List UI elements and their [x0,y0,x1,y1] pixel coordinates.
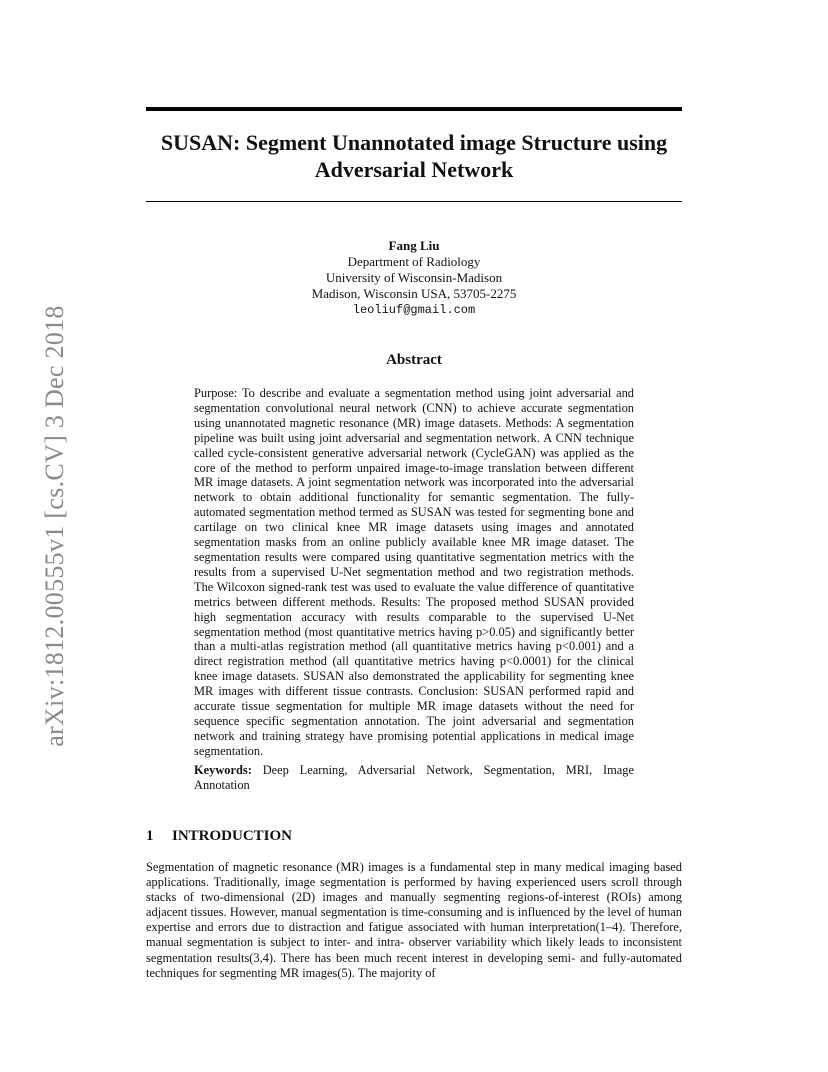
section-title: INTRODUCTION [172,828,293,844]
keywords-list: Deep Learning, Adversarial Network, Segmentation, MRI, Image Annotation [194,762,634,792]
introduction-paragraph: Segmentation of magnetic resonance (MR) images is a fundamental step in many medical imaging based applications. Traditionally, image segmentation is performed by having experienced users scroll through stacks of two-dimensional (2D) images and manually segmenting regions-of-interest (ROIs) among adjacent tissues. However, manual segmentation is time-consuming and is influenced by the level of human expertise and errors due to distraction and fatigue associated with human interpretation(1–4). Therefore, manual segmentation is subject to inter- and intra- observer variability which likely leads to inconsistent segmentation results(3,4). There has been much recent interest in developing semi- and fully-automated techniques for segmenting MR images(5). The majority of [146,860,682,980]
section-number: 1 [146,828,154,844]
keywords-label: Keywords: [194,762,252,777]
keywords [194,763,634,793]
author-name: Fang Liu [388,238,440,253]
author-department: Department of Radiology [347,254,481,269]
author-university: University of Wisconsin-Madison [325,270,503,285]
title-top-rule [146,107,682,111]
abstract-heading: Abstract [386,352,442,368]
author-email: leoliuf@gmail.com [352,303,476,317]
author-address: Madison, Wisconsin USA, 53705-2275 [311,286,517,301]
abstract-text: Purpose: To describe and evaluate a segmentation method using joint adversarial and segmentation convolutional neural network (CNN) to achieve accurate segmentation using unannotated magnetic resonance (MR) image datasets. Methods: A segmentation pipeline was built using joint adversarial and segmentation network. A CNN technique called cycle-consistent generative adversarial network (CycleGAN) was applied as the core of the method to perform unpaired image-to-image translation between different MR image datasets. A joint segmentation network was incorporated into the adversarial network to obtain additional functionality for semantic segmentation. The fully-automated segmentation method termed as SUSAN was tested for segmenting bone and cartilage on two clinical knee MR image datasets using images and annotated segmentation masks from an online publicly available knee MR image dataset. The segmentation results were compared using quantitative segmentation metrics with the results from a supervised U-Net segmentation method and two registration methods. The Wilcoxon signed-rank test was used to evaluate the value difference of quantitative metrics between different methods. Results: The proposed method SUSAN provided high segmentation accuracy with results comparable to the supervised U-Net segmentation method (most quantitative metrics having p>0.05) and significantly better than a multi-atlas registration method (all quantitative metrics having p<0.001) and a direct registration method (all quantitative metrics having p<0.0001) for the clinical knee image datasets. SUSAN also demonstrated the applicability for segmenting knee MR images with different tissue contrasts. Conclusion: SUSAN performed rapid and accurate tissue segmentation for multiple MR image datasets without the need for sequence specific segmentation annotation. The joint adversarial and segmentation network and training strategy have promising potential applications in medical image segmentation. [194,386,634,758]
paper-title-line-2: Adversarial Network [314,157,514,182]
paper-title-line-1: SUSAN: Segment Unannotated image Structure using [160,130,668,155]
paper-title [146,129,682,183]
arxiv-identifier: arXiv:1812.00555v1 [cs.CV] 3 Dec 2018 [40,305,69,747]
section-heading-introduction [146,827,292,845]
author-block [146,238,682,318]
title-bottom-rule [146,201,682,202]
abstract-body [194,386,634,792]
